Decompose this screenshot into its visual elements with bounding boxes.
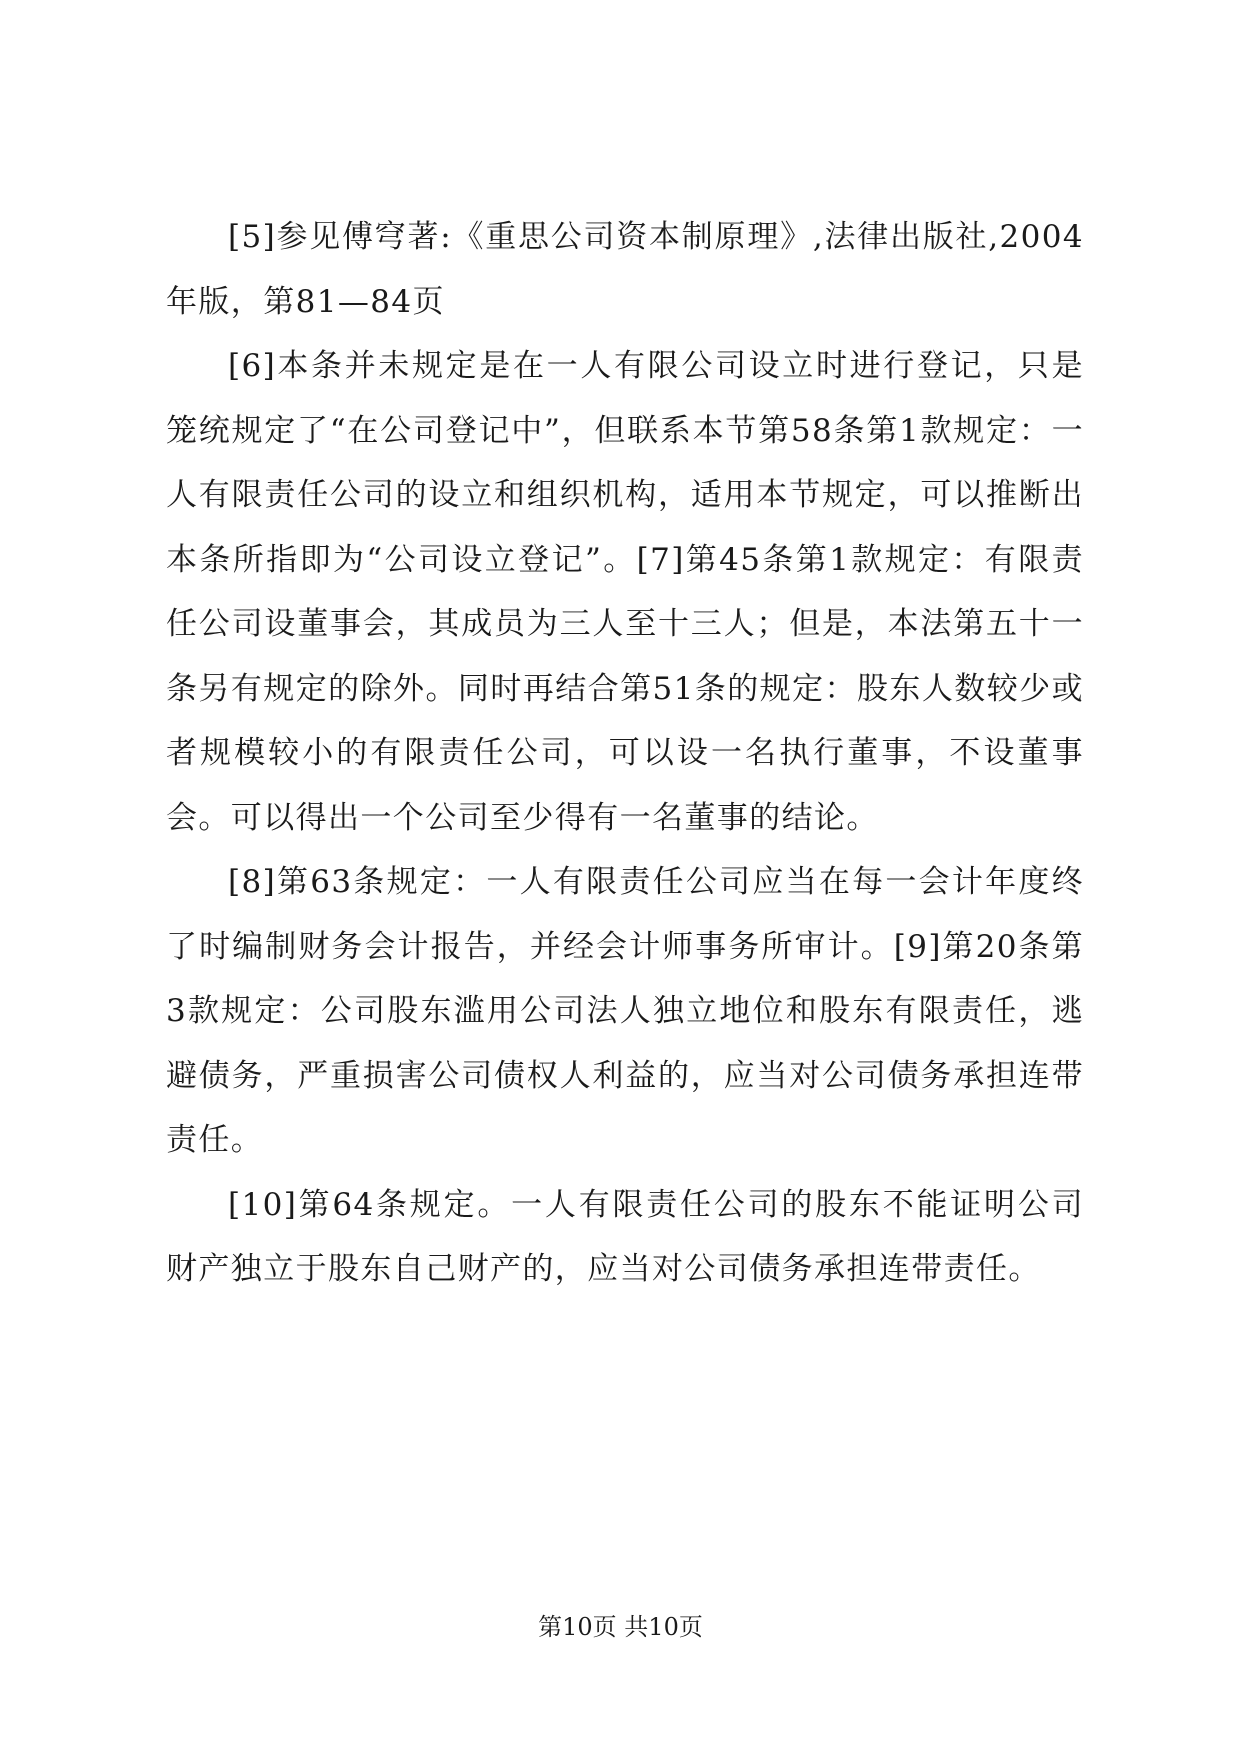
footnote-paragraph-6-7: [6]本条并未规定是在一人有限公司设立时进行登记，只是笼统规定了“在公司登记中”，但联系本节第58条第1款规定：一人有限责任公司的设立和组织机构，适用本节规定，可以推断出本条所指即为“公司设立登记”。[7]第45条第1款规定：有限责任公司设董事会，其成员为三人至十三人；但是，本法第五十一条另有规定的除外。同时再结合第51条的规定：股东人数较少或者规模较小的有限责任公司，可以设一名执行董事，不设董事会。可以得出一个公司至少得有一名董事的结论。 [166, 348, 1084, 836]
footnote-paragraph-5: [5]参见傅穹著:《重思公司资本制原理》,法律出版社,2004年版，第81—84页 [166, 219, 1084, 320]
page-number-footer: 第10页 共10页 [538, 1613, 703, 1641]
footnote-paragraph-8-9: [8]第63条规定：一人有限责任公司应当在每一会计年度终了时编制财务会计报告，并经会计师事务所审计。[9]第20条第3款规定：公司股东滥用公司法人独立地位和股东有限责任，逃避债务，严重损害公司债权人利益的，应当对公司债务承担连带责任。 [166, 864, 1084, 1158]
footnote-paragraph-10: [10]第64条规定。一人有限责任公司的股东不能证明公司财产独立于股东自己财产的，应当对公司债务承担连带责任。 [166, 1186, 1084, 1287]
document-body [166, 205, 1084, 1302]
